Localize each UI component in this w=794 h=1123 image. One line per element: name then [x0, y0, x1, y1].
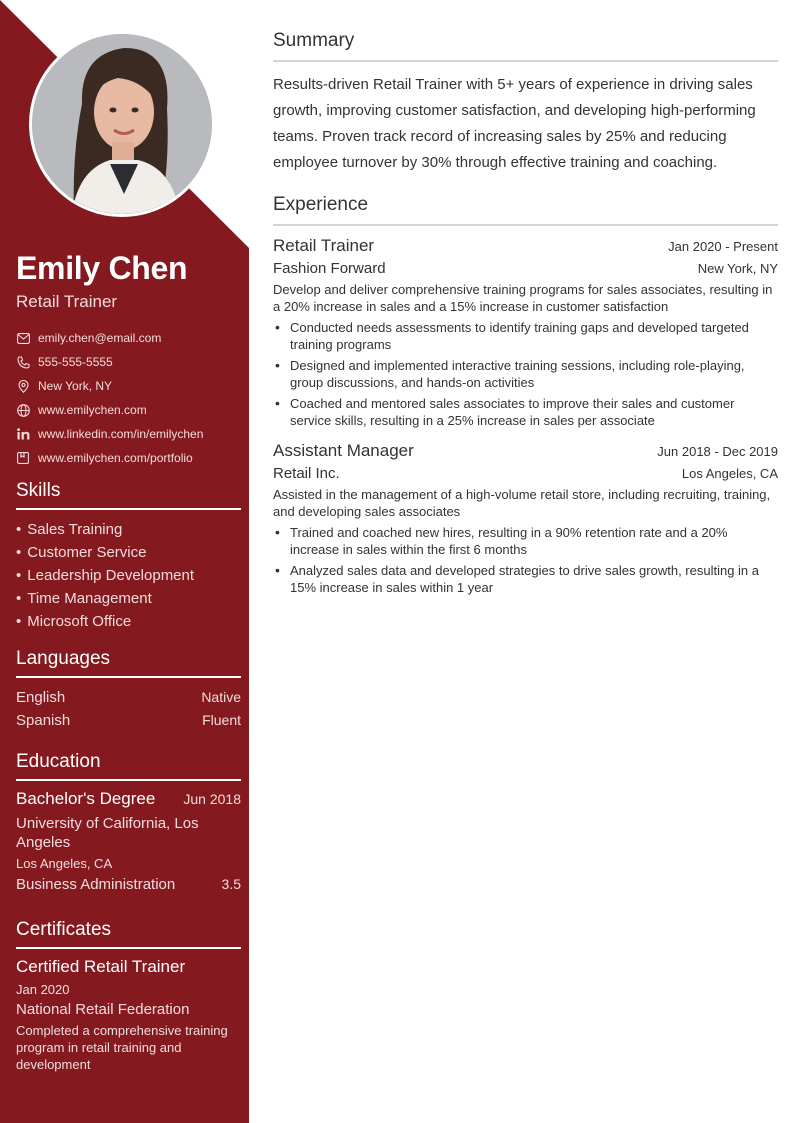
job-company: Fashion Forward	[273, 260, 386, 277]
certificate-title: Certified Retail Trainer	[16, 957, 186, 976]
main-content	[273, 30, 778, 608]
education-school: University of California, Los Angeles	[16, 815, 199, 851]
job-bullets	[273, 524, 778, 596]
contact-portfolio[interactable]	[16, 446, 244, 470]
language-name: Spanish	[16, 712, 71, 729]
certificate-description: Completed a comprehensive training program in retail training and development	[16, 1023, 228, 1072]
job-description: Assisted in the management of a high-volume retail store, including recruiting, training, and developing sales associates	[273, 487, 771, 519]
job-entry	[273, 441, 778, 596]
job-bullet: • Designed and implemented interactive training sessions, including role-playing, group discussions, and hands-on activities	[273, 357, 778, 391]
summary-section	[273, 30, 778, 176]
job-title: Retail Trainer	[273, 236, 375, 255]
education-location: Los Angeles, CA	[16, 856, 113, 871]
contact-portfolio-text: www.emilychen.com/portfolio	[38, 451, 193, 465]
portrait-illustration	[32, 34, 212, 214]
job-bullet: • Trained and coached new hires, resulting in a 90% retention rate and a 20% increase in sales within the first 6 months	[273, 524, 778, 558]
skill-item: • Microsoft Office	[16, 610, 241, 633]
education-field-row	[16, 873, 241, 896]
job-bullet: • Analyzed sales data and developed strategies to drive sales growth, resulting in a 15% increase in sales within 1 year	[273, 562, 778, 596]
education-degree: Bachelor's Degree	[16, 789, 156, 808]
job-company: Retail Inc.	[273, 465, 340, 482]
education-heading: Education	[16, 751, 241, 781]
contact-website-text: www.emilychen.com	[38, 403, 147, 417]
education-gpa: 3.5	[221, 876, 241, 892]
languages-section	[16, 648, 241, 732]
sidebar	[0, 0, 249, 1123]
job-description: Develop and deliver comprehensive training programs for sales associates, resulting in a 20% increase in sales and a 15% increase in customer satisfaction	[273, 282, 773, 314]
language-row	[16, 686, 241, 709]
job-entry	[273, 236, 778, 429]
skill-item: • Sales Training	[16, 518, 241, 541]
mail-icon	[16, 331, 30, 345]
summary-text: Results-driven Retail Trainer with 5+ years of experience in driving sales growth, improving customer satisfaction, and developing high-performing teams. Proven track record of increasing sales by 25% and reducing employee turnover by 30% through effective training and coaching.	[273, 76, 756, 171]
skill-item: • Customer Service	[16, 541, 241, 564]
location-pin-icon	[16, 379, 30, 393]
linkedin-icon	[16, 427, 30, 441]
education-date: Jun 2018	[183, 791, 241, 807]
job-location: Los Angeles, CA	[681, 466, 778, 481]
profile-photo	[29, 31, 215, 217]
job-dates: Jun 2018 - Dec 2019	[657, 444, 778, 459]
language-level: Fluent	[202, 712, 241, 728]
job-bullet: • Conducted needs assessments to identify training gaps and developed targeted training programs	[273, 319, 778, 353]
certificates-section	[16, 919, 241, 1073]
skills-heading: Skills	[16, 480, 241, 510]
globe-icon	[16, 403, 30, 417]
job-title: Assistant Manager	[273, 441, 414, 460]
experience-section	[273, 194, 778, 596]
languages-heading: Languages	[16, 648, 241, 678]
job-bullet: • Coached and mentored sales associates to improve their sales and customer service skills, resulting in a 25% increase in sales per associate	[273, 395, 778, 429]
certificate-issuer: National Retail Federation	[16, 1001, 190, 1018]
contact-phone-text: 555-555-5555	[38, 355, 113, 369]
contact-linkedin-text: www.linkedin.com/in/emilychen	[38, 427, 204, 441]
education-degree-row	[16, 789, 241, 809]
summary-heading: Summary	[273, 30, 778, 62]
job-location: New York, NY	[697, 261, 778, 276]
contact-email-text: emily.chen@email.com	[38, 331, 162, 345]
education-section	[16, 751, 241, 896]
skill-item: • Leadership Development	[16, 564, 241, 587]
skill-item: • Time Management	[16, 587, 241, 610]
contact-location-text: New York, NY	[38, 379, 113, 393]
language-row	[16, 709, 241, 732]
language-name: English	[16, 689, 66, 706]
contact-email[interactable]	[16, 326, 244, 350]
contact-phone[interactable]	[16, 350, 244, 374]
certificates-heading: Certificates	[16, 919, 241, 949]
experience-heading: Experience	[273, 194, 778, 226]
language-level: Native	[201, 689, 241, 705]
phone-icon	[16, 355, 30, 369]
skills-section	[16, 480, 241, 633]
contact-linkedin[interactable]	[16, 422, 244, 446]
certificate-date: Jan 2020	[16, 982, 70, 997]
portfolio-icon	[16, 451, 30, 465]
job-bullets	[273, 319, 778, 429]
job-dates: Jan 2020 - Present	[668, 239, 778, 254]
contact-location	[16, 374, 244, 398]
candidate-name: Emily Chen	[16, 250, 188, 286]
contact-list	[16, 326, 244, 470]
candidate-role: Retail Trainer	[16, 292, 118, 311]
contact-website[interactable]	[16, 398, 244, 422]
education-field: Business Administration	[16, 876, 176, 893]
